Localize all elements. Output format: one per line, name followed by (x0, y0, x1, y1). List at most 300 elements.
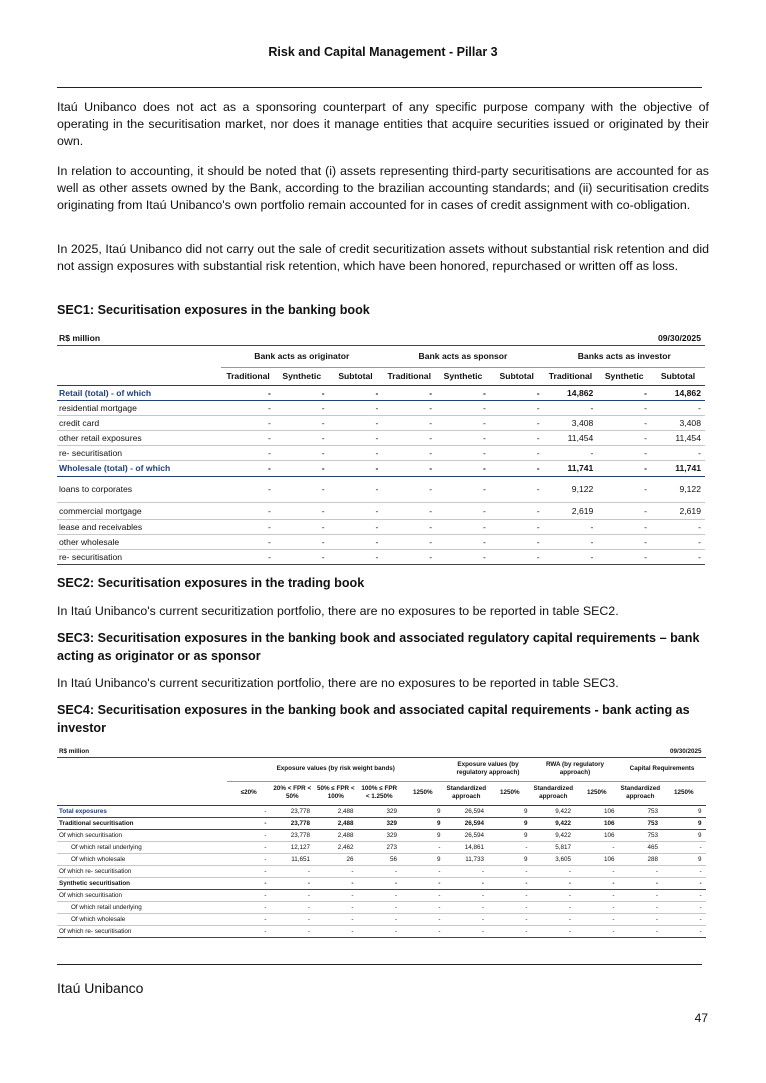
sec3-text: In Itaú Unibanco's current securitization portfolio, there are no exposures to be reported in table SEC3. (57, 676, 619, 690)
sec1-table-row (57, 460, 705, 476)
sec1-table-body (57, 385, 705, 564)
sec4-cell: 9 (698, 807, 702, 815)
paragraph-1: Itaú Unibanco does not act as a sponsoring counterpart of any specific purpose company with the objective of operating in the securitisation market, nor does it manage entities that acquire securities issued or originated by their own. (57, 100, 709, 149)
sec4-cell: - (699, 903, 702, 911)
sec4-cell: - (481, 891, 484, 899)
sec1-cell: - (482, 505, 486, 516)
sec1-row-label: other wholesale (59, 536, 120, 547)
sec4-cell: 106 (603, 855, 615, 863)
sec1-date: 09/30/2025 (657, 332, 701, 343)
sec4-table-row (57, 829, 706, 841)
sec4-cell: 12,127 (290, 843, 310, 851)
sec4-table-row (57, 841, 706, 853)
sec1-cell: 3,408 (679, 417, 701, 428)
sec4-cell: - (612, 879, 615, 887)
sec1-cell: - (375, 505, 379, 516)
sec4-cell: - (264, 915, 267, 923)
sec1-col-header: Subtotal (490, 367, 544, 385)
sec1-cell: 9,122 (571, 484, 594, 494)
sec4-col-header: Standardized approach (445, 781, 489, 805)
sec1-table-row (57, 415, 705, 430)
sec4-cell: 9,422 (555, 807, 571, 815)
sec1-cell: - (321, 536, 325, 547)
sec1-cell: - (644, 551, 648, 562)
sec4-cell: 2,488 (337, 831, 354, 839)
sec1-row-label: Wholesale (total) - of which (59, 463, 171, 473)
sec4-col-header: 50% ≤ FPR < 100% (314, 781, 358, 805)
sec1-cell: - (268, 536, 271, 547)
sec1-cell: 11,741 (567, 463, 594, 473)
sec4-cell: 9 (523, 807, 528, 815)
sec1-cell: - (375, 402, 379, 413)
sec4-row-label: Total exposures (59, 807, 107, 815)
sec1-cell: - (698, 402, 701, 413)
header-divider (57, 87, 702, 88)
paragraph-3: In 2025, Itaú Unibanco did not carry out the sale of credit securitization assets without substantial risk retention and did not assign exposures with substantial risk retention, which have been honored, repurchased or written off as loss. (57, 242, 709, 274)
sec4-cell: - (264, 807, 267, 815)
sec4-cell: - (568, 915, 571, 923)
sec4-cell: - (655, 879, 658, 887)
sec1-cell: - (590, 447, 594, 458)
sec4-cell: - (655, 867, 658, 875)
sec1-table-row (57, 476, 705, 502)
sec4-cell: - (655, 891, 658, 899)
sec1-group-sponsor: Bank acts as sponsor (418, 351, 508, 361)
sec4-cell: 106 (603, 807, 615, 815)
sec4-cell: - (307, 879, 310, 887)
sec4-cell: - (699, 879, 702, 887)
sec4-cell: 3,605 (555, 855, 571, 863)
sec1-cell: - (644, 417, 648, 428)
sec4-cell: - (438, 843, 441, 851)
sec4-cell: 9 (698, 831, 702, 839)
sec4-cell: - (307, 891, 310, 899)
sec4-cell: 23,778 (290, 807, 310, 815)
sec4-cell: 9 (523, 855, 528, 863)
sec1-cell: - (321, 387, 325, 398)
sec1-cell: - (268, 402, 271, 413)
sec4-cell: - (394, 927, 397, 935)
sec4-cell: - (525, 927, 528, 935)
sec1-cell: - (536, 521, 540, 532)
sec1-cell: - (321, 484, 325, 494)
sec4-cell: - (264, 891, 267, 899)
footer-divider (57, 964, 702, 965)
sec4-cell: - (351, 927, 354, 935)
sec4-cell: - (699, 927, 702, 935)
sec1-cell: - (321, 521, 325, 532)
sec4-cell: 11,733 (465, 855, 484, 863)
sec1-cell: - (482, 536, 486, 547)
sec4-cell: - (438, 927, 441, 935)
sec4-cell: - (655, 927, 658, 935)
sec4-cell: - (351, 867, 354, 875)
footer-company: Itaú Unibanco (57, 980, 144, 996)
sec4-cell: - (307, 867, 310, 875)
sec4-cell: 288 (647, 855, 658, 863)
sec1-cell: - (536, 447, 540, 458)
sec4-cell: 9,422 (555, 819, 571, 827)
sec1-table-row (57, 430, 705, 445)
sec1-cell: - (536, 463, 540, 473)
sec4-table-row (57, 913, 706, 925)
sec1-cell: - (482, 551, 486, 562)
sec4-cell: 2,488 (337, 819, 354, 827)
sec1-col-header: Subtotal (651, 367, 705, 385)
sec1-cell: - (429, 387, 433, 398)
sec1-cell: - (268, 417, 271, 428)
sec4-cell: - (612, 843, 615, 851)
sec2-title: SEC2: Securitisation exposures in the trading book (57, 576, 365, 590)
sec1-cell: - (429, 417, 433, 428)
sec1-cell: - (321, 417, 325, 428)
sec1-cell: - (644, 484, 648, 494)
sec4-row-label: Of which retail underlying (71, 843, 142, 851)
sec1-cell: - (375, 432, 379, 443)
sec4-cell: - (264, 819, 267, 827)
sec1-cell: - (375, 551, 379, 562)
sec1-cell: - (429, 402, 433, 413)
sec4-cell: - (264, 855, 267, 863)
sec4-row-label: Of which re- securitisation (59, 867, 132, 875)
sec4-cell: - (568, 891, 571, 899)
sec4-cell: 329 (386, 831, 397, 839)
sec4-cell: - (438, 903, 441, 911)
sec4-group-risk-weight: Exposure values (by risk weight bands) (276, 765, 395, 772)
sec1-cell: - (268, 463, 271, 473)
sec1-cell: 11,741 (675, 463, 701, 473)
sec4-table-row (57, 805, 706, 817)
sec1-cell: - (375, 387, 379, 398)
sec1-cell: - (590, 536, 594, 547)
sec4-cell: - (612, 891, 615, 899)
sec1-row-label: lease and receivables (59, 521, 143, 532)
sec1-cell: - (429, 484, 433, 494)
sec1-cell: - (429, 447, 433, 458)
sec4-cell: - (264, 879, 267, 887)
sec4-cell: 9 (436, 855, 441, 863)
sec1-col-header: Synthetic (436, 367, 490, 385)
sec4-date: 09/30/2025 (670, 747, 702, 755)
sec1-cell: - (321, 447, 325, 458)
sec1-col-header: Subtotal (329, 367, 383, 385)
sec2-text: In Itaú Unibanco's current securitization portfolio, there are no exposures to be reported in table SEC2. (57, 604, 619, 618)
sec1-cell: - (482, 387, 486, 398)
sec4-row-label: Of which retail underlying (71, 903, 142, 911)
sec1-table-row (57, 400, 705, 415)
sec4-cell: - (525, 843, 528, 851)
sec1-cell: - (536, 417, 540, 428)
sec1-cell: - (536, 387, 540, 398)
sec1-cell: - (429, 551, 433, 562)
sec1-cell: - (321, 551, 325, 562)
sec1-col-header-row (57, 367, 705, 385)
sec4-group-exposure-approach: Exposure values (by regulatory approach) (456, 761, 520, 776)
sec4-cell: - (612, 903, 615, 911)
sec1-cell: - (268, 551, 271, 562)
sec1-cell: - (536, 536, 540, 547)
sec4-table-row (57, 817, 706, 829)
sec4-table-row (57, 853, 706, 865)
sec4-cell: - (568, 927, 571, 935)
sec4-cell: - (438, 879, 441, 887)
sec4-title: SEC4: Securitisation exposures in the banking book and associated capital requirements - bank acting as investor (57, 703, 690, 735)
sec1-cell: - (536, 432, 540, 443)
sec4-cell: 9 (698, 819, 702, 827)
sec1-cell: - (698, 521, 701, 532)
sec4-cell: - (481, 879, 484, 887)
sec1-cell: - (590, 402, 594, 413)
sec4-cell: 9 (698, 855, 702, 863)
sec1-row-label: loans to corporates (59, 484, 133, 494)
sec4-cell: - (568, 867, 571, 875)
sec4-table-body (57, 805, 706, 937)
sec4-cell: 26,594 (464, 807, 484, 815)
sec1-cell: - (482, 463, 486, 473)
page-header-title: Risk and Capital Management - Pillar 3 (268, 45, 498, 59)
sec4-cell: - (525, 903, 528, 911)
paragraph-2: In relation to accounting, it should be noted that (i) assets representing third-party securitisations are accounted for as well as other assets owned by the Bank, according to the brazilian accounting standards; and (ii) securitisation credits originating from Itaú Unibanco's own portfolio remain accounted for in cases of credit assignment with co-obligation. (57, 164, 709, 213)
sec4-cell: - (699, 867, 702, 875)
sec1-cell: 9,122 (679, 484, 701, 494)
sec1-cell: - (321, 432, 325, 443)
sec1-cell: - (429, 521, 433, 532)
sec1-cell: - (268, 521, 271, 532)
sec1-cell: - (268, 484, 271, 494)
sec4-cell: - (438, 891, 441, 899)
sec4-cell: 5,817 (555, 843, 571, 851)
sec4-table-row (57, 889, 706, 901)
sec4-cell: - (351, 891, 354, 899)
sec4-table-row (57, 925, 706, 937)
sec4-cell: - (264, 927, 267, 935)
sec4-table-row (57, 865, 706, 877)
sec4-cell: 23,778 (290, 819, 310, 827)
sec1-cell: - (375, 521, 379, 532)
sec4-cell: - (699, 915, 702, 923)
sec4-col-header: ≤20% (227, 781, 271, 805)
sec4-cell: - (481, 915, 484, 923)
sec4-table (57, 746, 706, 938)
sec1-cell: - (482, 417, 486, 428)
sec4-row-label: Of which securitisation (59, 891, 122, 899)
sec4-cell: 465 (647, 843, 658, 851)
sec4-table-row (57, 877, 706, 889)
sec1-title: SEC1: Securitisation exposures in the banking book (57, 303, 370, 317)
sec4-group-rwa: RWA (by regulatory approach) (545, 761, 605, 776)
sec1-cell: - (590, 521, 594, 532)
sec4-row-label: Of which securitisation (59, 831, 122, 839)
sec1-cell: - (644, 447, 648, 458)
sec4-col-header: Standardized approach (619, 781, 663, 805)
sec4-cell: 329 (386, 807, 397, 815)
sec1-cell: - (644, 432, 648, 443)
sec4-cell: - (351, 903, 354, 911)
sec1-cell: - (644, 521, 648, 532)
sec1-col-header: Synthetic (597, 367, 651, 385)
sec1-cell: - (644, 402, 648, 413)
sec1-cell: - (536, 551, 540, 562)
sec4-cell: 9 (523, 819, 528, 827)
sec4-cell: - (264, 903, 267, 911)
sec1-cell: - (268, 505, 271, 516)
sec1-cell: - (375, 536, 379, 547)
sec4-cell: - (568, 879, 571, 887)
sec1-cell: - (429, 432, 433, 443)
sec4-col-header: 1250% (488, 781, 532, 805)
sec4-cell: - (568, 903, 571, 911)
sec1-cell: - (268, 387, 271, 398)
sec4-cell: - (394, 891, 397, 899)
sec1-table-row (57, 385, 705, 400)
sec4-cell: - (394, 867, 397, 875)
sec4-cell: 329 (386, 819, 397, 827)
sec1-table-row (57, 519, 705, 534)
sec1-cell: - (482, 447, 486, 458)
sec4-row-label: Traditional securitisation (59, 819, 134, 827)
sec1-table-row (57, 502, 705, 519)
sec1-cell: - (321, 505, 325, 516)
sec4-cell: - (264, 867, 267, 875)
sec1-row-label: commercial mortgage (59, 505, 142, 516)
sec1-cell: - (429, 536, 433, 547)
sec4-cell: - (481, 867, 484, 875)
sec1-cell: - (268, 432, 271, 443)
sec4-cell: - (655, 903, 658, 911)
sec4-cell: - (481, 903, 484, 911)
sec1-table-row (57, 445, 705, 460)
sec1-row-label: other retail exposures (59, 432, 142, 443)
sec1-cell: - (590, 551, 594, 562)
sec4-cell: - (264, 831, 267, 839)
sec4-cell: - (438, 867, 441, 875)
sec4-cell: 106 (603, 831, 615, 839)
sec4-cell: - (525, 891, 528, 899)
sec4-cell: 14,861 (464, 843, 484, 851)
sec4-cell: 9 (436, 831, 441, 839)
sec4-cell: - (699, 843, 702, 851)
sec1-row-label: re- securitisation (59, 551, 123, 562)
sec1-cell: - (644, 505, 648, 516)
sec1-cell: - (375, 484, 379, 494)
sec4-cell: 2,488 (337, 807, 354, 815)
sec4-col-header-row (57, 781, 706, 805)
sec1-table-row (57, 549, 705, 564)
sec1-col-header: Traditional (544, 367, 598, 385)
sec1-cell: - (482, 521, 486, 532)
sec1-cell: - (375, 463, 379, 473)
sec1-row-label: residential mortgage (59, 402, 137, 413)
sec1-group-investor: Banks acts as investor (577, 351, 671, 361)
sec4-cell: - (351, 915, 354, 923)
sec4-cell: - (394, 879, 397, 887)
sec1-group-originator: Bank acts as originator (254, 351, 350, 361)
page-number: 47 (694, 1011, 708, 1025)
sec4-cell: 753 (647, 807, 658, 815)
sec4-cell: - (612, 927, 615, 935)
sec1-cell: - (698, 447, 701, 458)
sec1-cell: - (482, 432, 486, 443)
sec4-cell: - (481, 927, 484, 935)
sec4-cell: 9 (523, 831, 528, 839)
sec4-cell: 9,422 (555, 831, 571, 839)
sec4-cell: 11,651 (291, 855, 310, 863)
sec4-col-header: 100% ≤ FPR < 1.250% (358, 781, 402, 805)
sec1-cell: - (375, 447, 379, 458)
sec4-cell: - (612, 867, 615, 875)
sec4-cell: 753 (647, 819, 658, 827)
sec1-cell: - (536, 505, 540, 516)
sec4-cell: 26 (346, 855, 354, 863)
sec4-cell: 2,462 (337, 843, 354, 851)
sec4-cell: - (525, 879, 528, 887)
sec4-cell: - (394, 915, 397, 923)
sec1-cell: - (644, 387, 648, 398)
sec4-cell: 56 (389, 855, 397, 863)
sec4-cell: - (655, 915, 658, 923)
sec1-row-label: credit card (59, 417, 100, 428)
sec4-cell: - (612, 915, 615, 923)
sec1-cell: 3,408 (571, 417, 594, 428)
sec3-title: SEC3: Securitisation exposures in the banking book and associated regulatory capital requirements – bank acting as originator or as sponsor (57, 631, 700, 663)
sec4-cell: 9 (436, 807, 441, 815)
sec1-cell: 14,862 (567, 387, 594, 398)
sec4-table-row (57, 901, 706, 913)
sec4-row-label: Of which wholesale (71, 915, 126, 923)
sec1-cell: - (321, 402, 325, 413)
sec4-cell: - (525, 867, 528, 875)
sec4-cell: - (307, 903, 310, 911)
sec1-cell: - (321, 463, 325, 473)
sec1-table-row (57, 534, 705, 549)
sec1-col-header: Traditional (221, 367, 275, 385)
sec1-cell: - (429, 463, 433, 473)
sec1-cell: - (482, 484, 486, 494)
sec4-cell: - (351, 879, 354, 887)
sec4-col-header: Standardized approach (532, 781, 576, 805)
sec4-cell: 23,778 (290, 831, 310, 839)
sec1-cell: - (698, 551, 701, 562)
sec4-cell: 106 (603, 819, 615, 827)
sec4-row-label: Of which wholesale (71, 855, 126, 863)
sec4-cell: 273 (386, 843, 397, 851)
sec4-col-header: 1250% (662, 781, 706, 805)
sec1-cell: - (644, 536, 648, 547)
sec4-col-header: 20% < FPR < 50% (271, 781, 315, 805)
sec1-cell: - (375, 417, 379, 428)
sec4-row-label: Of which re- securitisation (59, 927, 132, 935)
sec1-cell: - (482, 402, 486, 413)
sec4-cell: - (438, 915, 441, 923)
sec1-cell: 2,619 (571, 505, 594, 516)
sec1-row-label: Retail (total) - of which (59, 387, 152, 398)
sec4-cell: 26,594 (464, 831, 484, 839)
sec1-cell: 11,454 (567, 432, 594, 443)
sec1-unit: R$ million (59, 332, 101, 343)
sec1-cell: - (644, 463, 648, 473)
sec4-cell: - (307, 927, 310, 935)
sec4-cell: - (394, 903, 397, 911)
sec4-col-header: 1250% (401, 781, 445, 805)
sec1-cell: - (429, 505, 433, 516)
sec1-cell: - (536, 484, 540, 494)
sec1-cell: - (536, 402, 540, 413)
sec1-cell: 11,454 (675, 432, 701, 443)
sec4-cell: - (525, 915, 528, 923)
sec1-cell: - (268, 447, 271, 458)
sec1-col-header: Traditional (382, 367, 436, 385)
sec4-cell: 753 (647, 831, 658, 839)
